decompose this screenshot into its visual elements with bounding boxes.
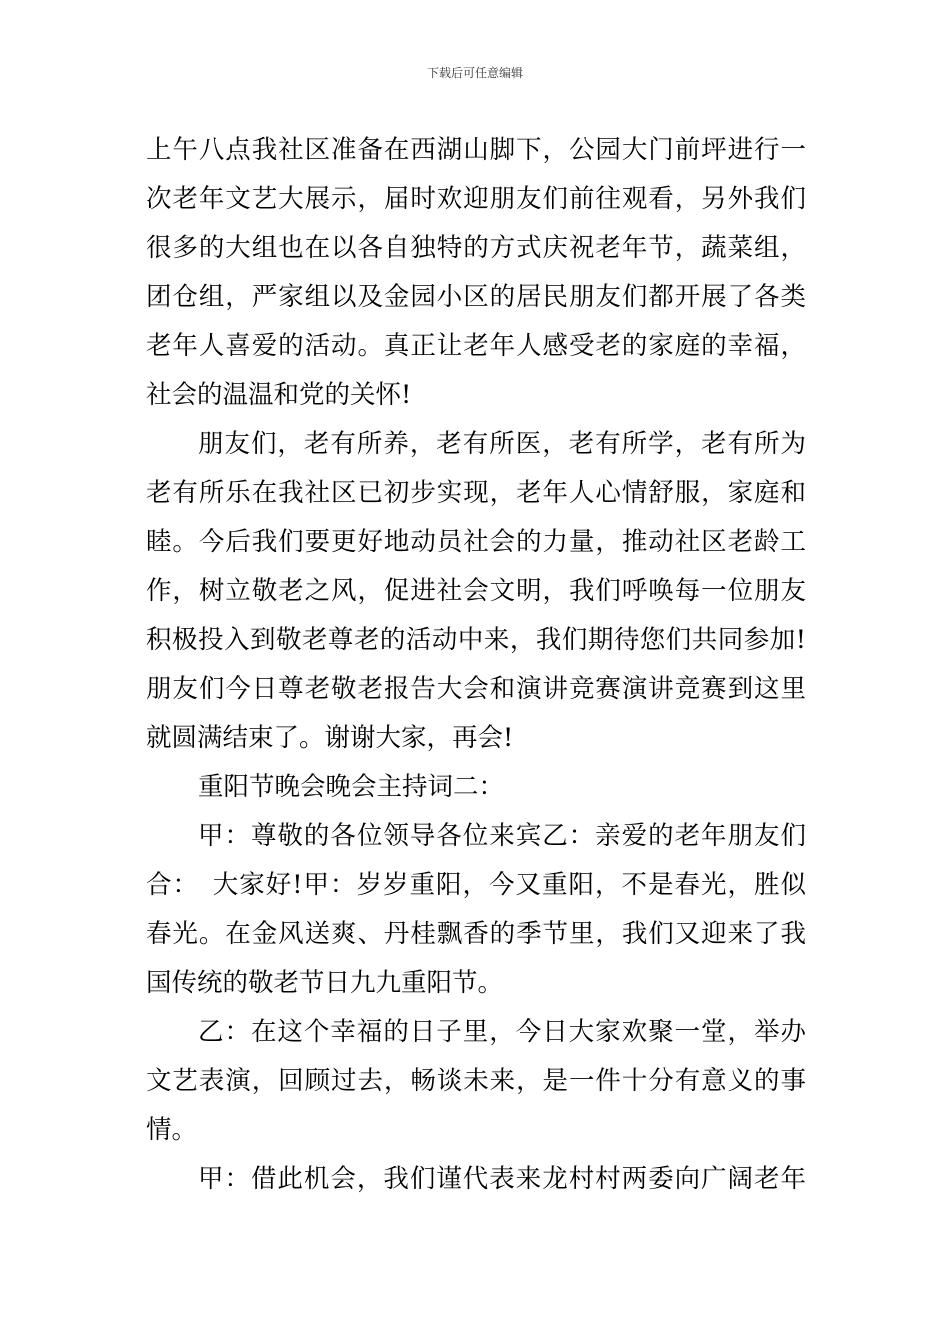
text-line: 合： 大家好!甲：岁岁重阳，今又重阳，不是春光，胜似: [146, 870, 806, 900]
text-line: 朋友们今日尊老敬老报告大会和演讲竞赛演讲竞赛到这里: [146, 674, 806, 704]
text-line: 上午八点我社区准备在西湖山脚下，公园大门前坪进行一: [146, 135, 806, 165]
text-line: 很多的大组也在以各自独特的方式庆祝老年节，蔬菜组，: [146, 233, 806, 263]
text-line: 次老年文艺大展示，届时欢迎朋友们前往观看，另外我们: [146, 184, 806, 214]
text-line: 情。: [146, 1115, 198, 1145]
text-line: 国传统的敬老节日九九重阳节。: [146, 968, 504, 998]
text-line: 乙：在这个幸福的日子里，今日大家欢聚一堂，举办: [198, 1017, 806, 1047]
text-line: 作，树立敬老之风，促进社会文明，我们呼唤每一位朋友: [146, 576, 806, 606]
page-header: 下载后可任意编辑: [426, 66, 523, 80]
text-line: 老有所乐在我社区已初步实现，老年人心情舒服，家庭和: [146, 478, 806, 508]
text-line: 社会的温温和党的关怀!: [146, 380, 412, 410]
text-line: 积极投入到敬老尊老的活动中来，我们期待您们共同参加!: [146, 625, 806, 655]
document-body: [146, 126, 806, 1204]
text-line: 就圆满结束了。谢谢大家，再会!: [146, 723, 514, 753]
text-line: 春光。在金风送爽、丹桂飘香的季节里，我们又迎来了我: [146, 919, 806, 949]
text-line: 文艺表演，回顾过去，畅谈未来，是一件十分有意义的事: [146, 1066, 806, 1096]
text-line: 老年人喜爱的活动。真正让老年人感受老的家庭的幸福，: [146, 331, 806, 361]
text-line: 团仓组，严家组以及金园小区的居民朋友们都开展了各类: [146, 282, 806, 312]
text-line: 睦。今后我们要更好地动员社会的力量，推动社区老龄工: [146, 527, 806, 557]
text-line: 重阳节晚会晚会主持词二：: [198, 772, 505, 802]
text-line: 朋友们，老有所养，老有所医，老有所学，老有所为: [198, 429, 806, 459]
text-line: 甲：借此机会，我们谨代表来龙村村两委向广阔老年: [198, 1164, 806, 1194]
text-line: 甲：尊敬的各位领导各位来宾乙：亲爱的老年朋友们: [198, 821, 806, 851]
